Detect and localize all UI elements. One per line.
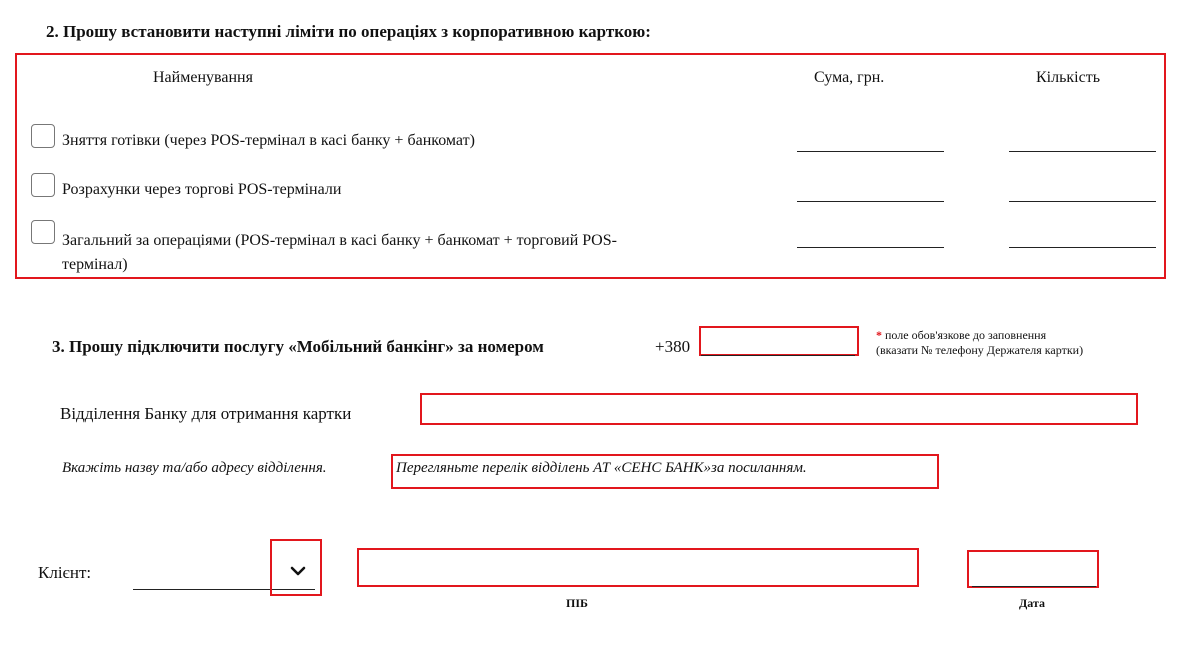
branch-label: Відділення Банку для отримання картки <box>60 404 352 423</box>
limit-total-count-field[interactable] <box>1009 247 1156 248</box>
column-header-amount: Сума, грн. <box>814 69 885 86</box>
chevron-down-icon[interactable] <box>278 556 318 586</box>
limit-pos-amount-field[interactable] <box>797 201 944 202</box>
phone-underline <box>701 355 855 356</box>
branch-list-link[interactable]: Перегляньте перелік відділень АТ «СЕНС БАНК»за посиланням. <box>396 460 807 476</box>
limit-cash-count-field[interactable] <box>1009 151 1156 152</box>
limit-pos-label: Розрахунки через торгові POS-термінали <box>62 181 342 198</box>
client-name-input[interactable] <box>357 548 919 587</box>
limit-total-label-cont: термінал) <box>62 256 128 273</box>
branch-input[interactable] <box>420 393 1138 425</box>
limit-pos-checkbox[interactable] <box>31 173 55 197</box>
phone-input[interactable] <box>699 326 859 356</box>
date-underline <box>972 586 1096 587</box>
branch-hint: Вкажіть назву та/або адресу відділення. <box>62 460 327 476</box>
limit-total-checkbox[interactable] <box>31 220 55 244</box>
limit-pos-count-field[interactable] <box>1009 201 1156 202</box>
required-note <box>876 328 1083 358</box>
column-header-count: Кількість <box>1036 69 1101 86</box>
section3-title: 3. Прошу підключити послугу «Мобільний банкінг» за номером <box>52 337 544 356</box>
client-name-caption: ПІБ <box>566 596 588 610</box>
date-input[interactable] <box>967 550 1099 588</box>
section2-title: 2. Прошу встановити наступні ліміти по операціях з корпоративною карткою: <box>46 22 651 41</box>
limit-cash-label: Зняття готівки (через POS-термінал в касі банку + банкомат) <box>62 132 475 149</box>
limit-total-amount-field[interactable] <box>797 247 944 248</box>
required-star: * <box>876 328 882 342</box>
column-header-name: Найменування <box>153 69 253 86</box>
phone-prefix: +380 <box>655 337 691 356</box>
required-note-line1: поле обов'язкове до заповнення <box>885 328 1047 342</box>
required-note-line2: (вказати № телефону Держателя картки) <box>876 343 1084 357</box>
client-label: Клієнт: <box>38 563 92 582</box>
date-caption: Дата <box>1019 596 1045 610</box>
limit-total-label: Загальний за операціями (POS-термінал в касі банку + банкомат + торговий POS- <box>62 232 617 249</box>
limit-cash-checkbox[interactable] <box>31 124 55 148</box>
limit-cash-amount-field[interactable] <box>797 151 944 152</box>
